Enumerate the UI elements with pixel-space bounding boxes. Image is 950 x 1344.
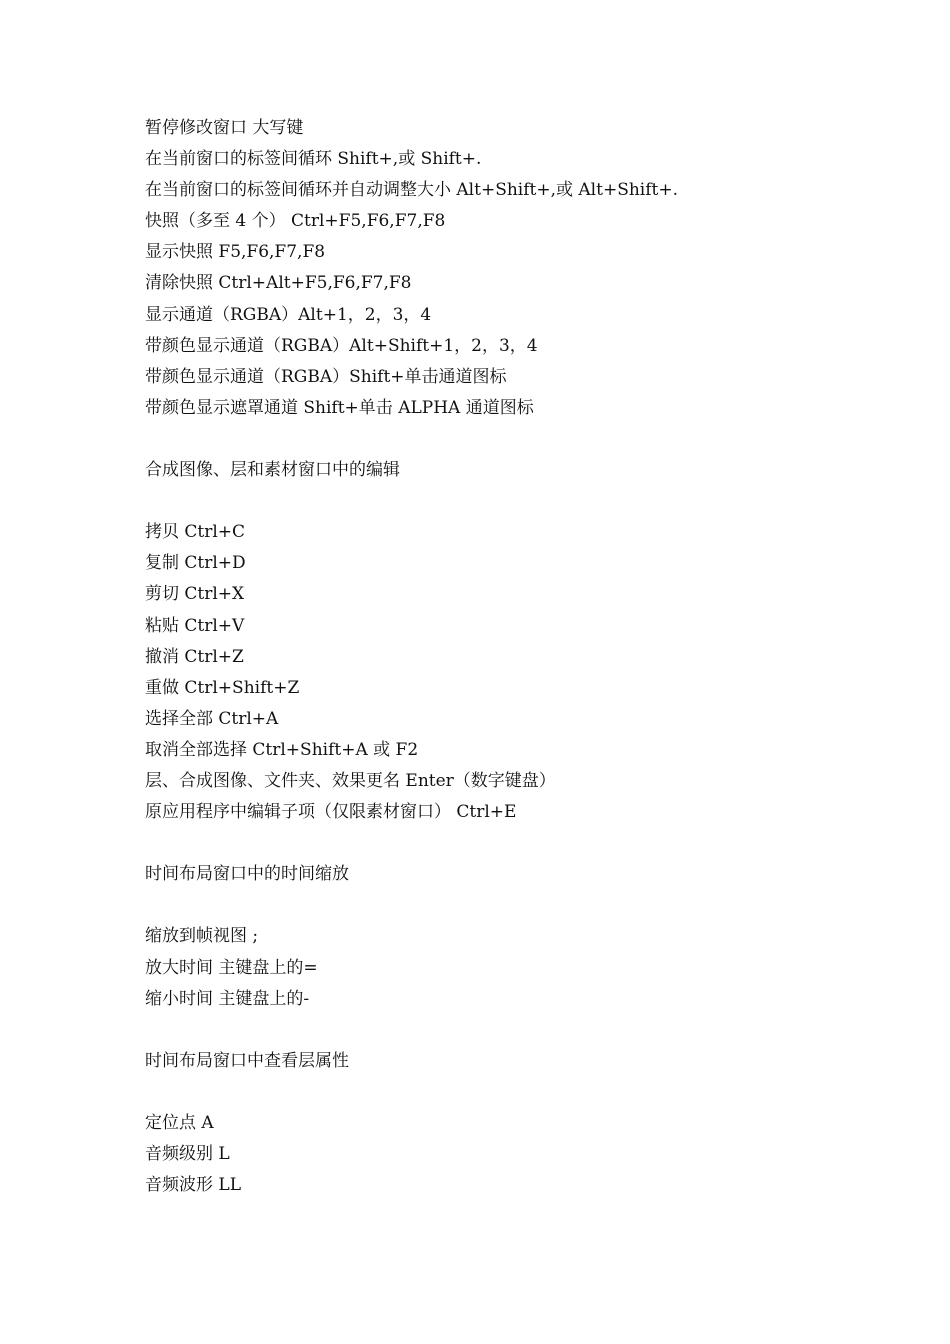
text-line: 缩放到帧视图 ; [145, 926, 259, 947]
blank-line [145, 828, 905, 859]
text-line: 在当前窗口的标签间循环 Shift+,或 Shift+. [145, 149, 482, 170]
document-page [145, 113, 905, 1201]
text-line: 显示通道（RGBA）Alt+1，2，3，4 [145, 304, 432, 325]
text-line: 音频波形 LL [145, 1175, 241, 1196]
text-line: 定位点 A [145, 1113, 214, 1133]
text-line: 拷贝 Ctrl+C [145, 522, 246, 543]
blank-line [145, 1015, 905, 1046]
text-line: 复制 Ctrl+D [145, 553, 246, 574]
text-line: 原应用程序中编辑子项（仅限素材窗口） Ctrl+E [145, 802, 517, 823]
blank-line [145, 424, 905, 455]
blank-line [145, 486, 905, 517]
text-line: 音频级别 L [145, 1144, 230, 1165]
text-line: 放大时间 主键盘上的= [145, 957, 318, 978]
text-line: 选择全部 Ctrl+A [145, 708, 279, 729]
text-line: 重做 Ctrl+Shift+Z [145, 677, 300, 698]
section-heading: 合成图像、层和素材窗口中的编辑 [145, 460, 400, 481]
text-line: 缩小时间 主键盘上的- [145, 988, 310, 1009]
section-heading: 时间布局窗口中的时间缩放 [145, 864, 349, 885]
text-line: 暂停修改窗口 大写键 [145, 118, 304, 138]
section-heading: 时间布局窗口中查看层属性 [145, 1050, 349, 1071]
text-line: 在当前窗口的标签间循环并自动调整大小 Alt+Shift+,或 Alt+Shift+. [145, 180, 678, 201]
text-line: 粘贴 Ctrl+V [145, 615, 245, 636]
text-line: 带颜色显示通道（RGBA）Alt+Shift+1，2，3，4 [145, 335, 538, 356]
text-line: 清除快照 Ctrl+Alt+F5,F6,F7,F8 [145, 273, 412, 294]
text-line: 取消全部选择 Ctrl+Shift+A 或 F2 [145, 739, 419, 760]
blank-line [145, 890, 905, 921]
text-line: 层、合成图像、文件夹、效果更名 Enter（数字键盘） [145, 770, 556, 791]
text-line: 显示快照 F5,F6,F7,F8 [145, 242, 326, 263]
text-line: 带颜色显示通道（RGBA）Shift+单击通道图标 [145, 366, 507, 387]
blank-line [145, 1077, 905, 1108]
text-line: 带颜色显示遮罩通道 Shift+单击 ALPHA 通道图标 [145, 397, 534, 418]
text-line: 快照（多至 4 个） Ctrl+F5,F6,F7,F8 [145, 211, 446, 232]
text-line: 撤消 Ctrl+Z [145, 646, 244, 667]
text-line: 剪切 Ctrl+X [145, 584, 245, 605]
